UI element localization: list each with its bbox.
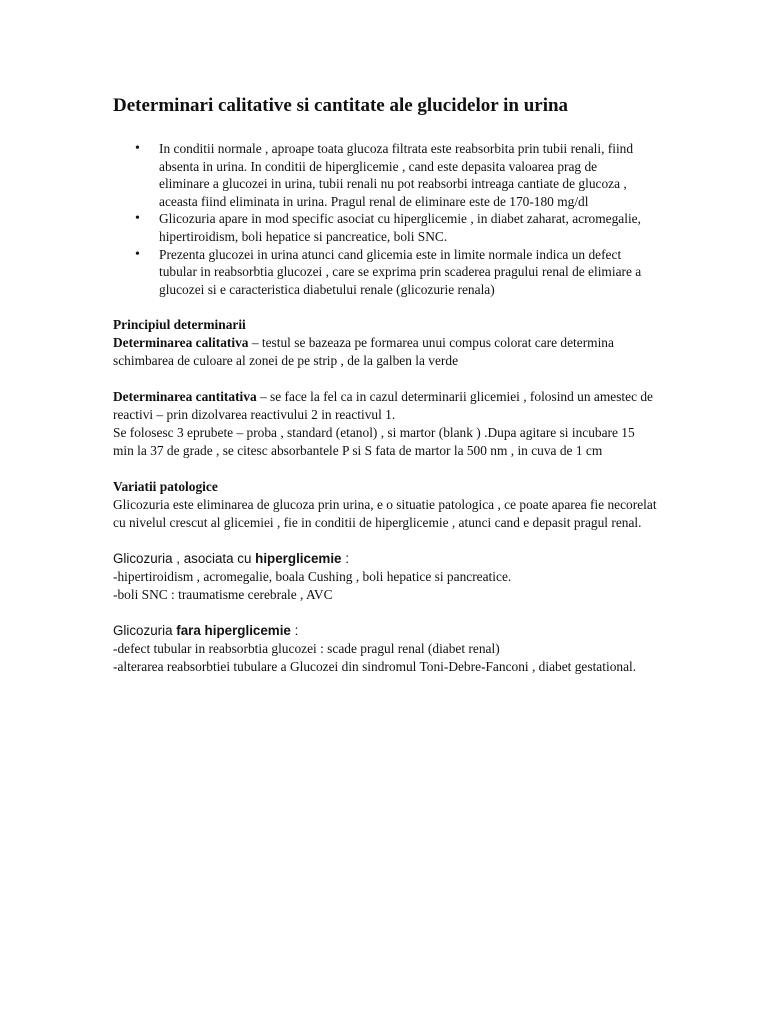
bullet-item-1: • In conditii normale , aproape toata glucoza filtrata este reabsorbita prin tubii renali, fiind absenta in urina. In conditii de hiperglicemie , cand este depasita valoarea prag de eliminare a glucozei in urina, tubii renali nu pot reabsorbi intreaga cantiate de glucoza , aceasta fiind eliminata in urina. Pragul renal de eliminare este de 170-180 mg/dl xyxy=(159,140,648,210)
bullet-item-2: • Glicozuria apare in mod specific asociat cu hiperglicemie , in diabet zaharat, acromegalie, hipertiroidism, boli hepatice si pancreatice, boli SNC. xyxy=(159,210,648,245)
without-item-2: -alterarea reabsorbtiei tubulare a Glucozei din sindromul Toni-Debre-Fanconi , diabet gestational. xyxy=(113,659,637,675)
without-item-1: -defect tubular in reabsorbtia glucozei : scade pragul renal (diabet renal) xyxy=(113,641,500,657)
bullet-item-3: • Prezenta glucozei in urina atunci cand glicemia este in limite normale indica un defect tubular in reabsorbtia glucozei , care se exprima prin scaderea pragului renal de elimiare a glucozei si e caracteristica diabetului renale (glicozurie renala) xyxy=(159,246,648,299)
with-hyperglycemia-line xyxy=(113,550,658,568)
qualitative-label: Determinarea calitativa xyxy=(113,335,249,351)
qualitative-paragraph xyxy=(113,334,658,370)
document-title: Determinari calitative si cantitate ale glucidelor in urina xyxy=(113,95,569,116)
without-suffix: : xyxy=(290,623,299,639)
quantitative-paragraph xyxy=(113,388,658,424)
quantitative-text: – se face la fel ca in cazul determinarii glicemiei , folosind un amestec de reactivi – prin dizolvarea reactivului 2 in reactivul 1. xyxy=(113,389,653,423)
intro-bullet-list xyxy=(113,140,658,298)
without-hyperglycemia-line xyxy=(113,622,658,640)
without-bold: fara hiperglicemie xyxy=(176,623,291,639)
without-prefix: Glicozuria xyxy=(113,623,177,639)
quantitative-label: Determinarea cantitativa xyxy=(113,389,257,405)
quantitative-procedure: Se folosesc 3 eprubete – proba , standard (etanol) , si martor (blank ) .Dupa agitare si incubare 15 min la 37 de grade , se citesc absorbantele P si S fata de martor la 500 nm , in cuva de 1 cm xyxy=(113,425,635,459)
with-item-1: -hipertiroidism , acromegalie, boala Cushing , boli hepatice si pancreatice. xyxy=(113,569,512,585)
with-item-2: -boli SNC : traumatisme cerebrale , AVC xyxy=(113,587,333,603)
principle-heading: Principiul determinarii xyxy=(113,317,246,333)
pathology-heading: Variatii patologice xyxy=(113,479,218,495)
pathology-text: Glicozuria este eliminarea de glucoza prin urina, e o situatie patologica , ce poate aparea fie necorelat cu nivelul crescut al glicemiei , fie in conditii de hiperglicemie , atunci cand e depasit pragul renal. xyxy=(113,497,657,531)
with-prefix: Glicozuria , asociata cu xyxy=(113,551,256,567)
with-bold: hiperglicemie xyxy=(255,551,342,567)
qualitative-text: – testul se bazeaza pe formarea unui compus colorat care determina schimbarea de culoare al zonei de pe strip , de la galben la verde xyxy=(113,335,614,369)
with-suffix: : xyxy=(341,551,349,567)
